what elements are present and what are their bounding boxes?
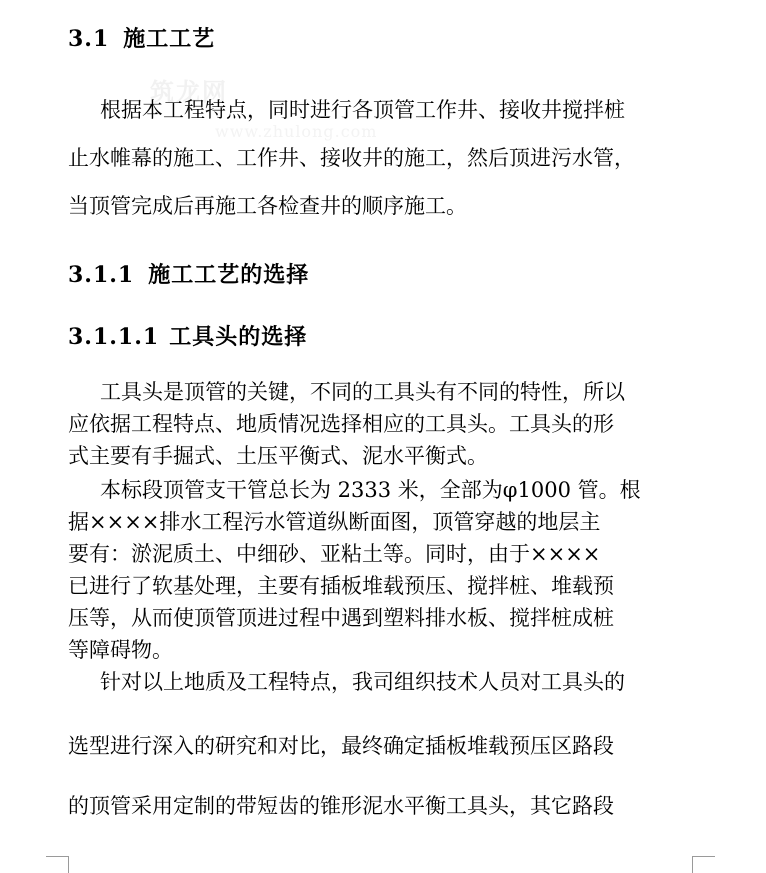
paragraph-line: 式主要有手掘式、土压平衡式、泥水平衡式。 bbox=[68, 444, 488, 468]
paragraph-line: 等障碍物。 bbox=[68, 638, 173, 662]
paragraph-line: 压等，从而使顶管顶进过程中遇到塑料排水板、搅拌桩成桩 bbox=[68, 606, 614, 630]
paragraph-line: 的顶管采用定制的带短齿的锥形泥水平衡工具头，其它路段 bbox=[68, 794, 614, 818]
heading-title: 工具头的选择 bbox=[169, 324, 308, 350]
heading-number: 3.1 bbox=[68, 26, 110, 52]
page-corner-mark-left bbox=[46, 856, 69, 873]
paragraph-line: 选型进行深入的研究和对比，最终确定插板堆载预压区路段 bbox=[68, 734, 614, 758]
watermark-url: www.zhulong.com bbox=[215, 122, 378, 141]
heading-3-1-1 bbox=[68, 258, 309, 289]
heading-number: 3.1.1.1 bbox=[68, 324, 160, 350]
paragraph-line: 当顶管完成后再施工各检查井的顺序施工。 bbox=[68, 194, 467, 218]
heading-title: 施工工艺 bbox=[123, 26, 216, 52]
paragraph-line: 止水帷幕的施工、工作井、接收井的施工，然后顶进污水管， bbox=[68, 146, 635, 170]
paragraph-line: 工具头是顶管的关键，不同的工具头有不同的特性，所以 bbox=[100, 380, 625, 404]
heading-title: 施工工艺的选择 bbox=[148, 262, 310, 288]
watermark: 筑龙网 bbox=[150, 77, 228, 106]
paragraph-line: 要有：淤泥质土、中细砂、亚粘土等。同时，由于×××× bbox=[68, 542, 601, 566]
paragraph-line: 针对以上地质及工程特点，我司组织技术人员对工具头的 bbox=[100, 670, 625, 694]
paragraph-line: 据××××排水工程污水管道纵断面图，顶管穿越的地层主 bbox=[68, 510, 601, 534]
paragraph-line: 应依据工程特点、地质情况选择相应的工具头。工具头的形 bbox=[68, 412, 614, 436]
heading-number: 3.1.1 bbox=[68, 262, 135, 288]
paragraph-line: 本标段顶管支干管总长为 2333 米，全部为φ1000 管。根 bbox=[100, 478, 641, 502]
heading-3-1-1-1 bbox=[68, 320, 307, 351]
paragraph-line: 已进行了软基处理，主要有插板堆载预压、搅拌桩、堆载预 bbox=[68, 574, 614, 598]
paragraph-line: 根据本工程特点，同时进行各顶管工作井、接收井搅拌桩 bbox=[100, 98, 625, 122]
heading-3-1 bbox=[68, 22, 215, 53]
page-corner-mark-right bbox=[692, 856, 715, 873]
